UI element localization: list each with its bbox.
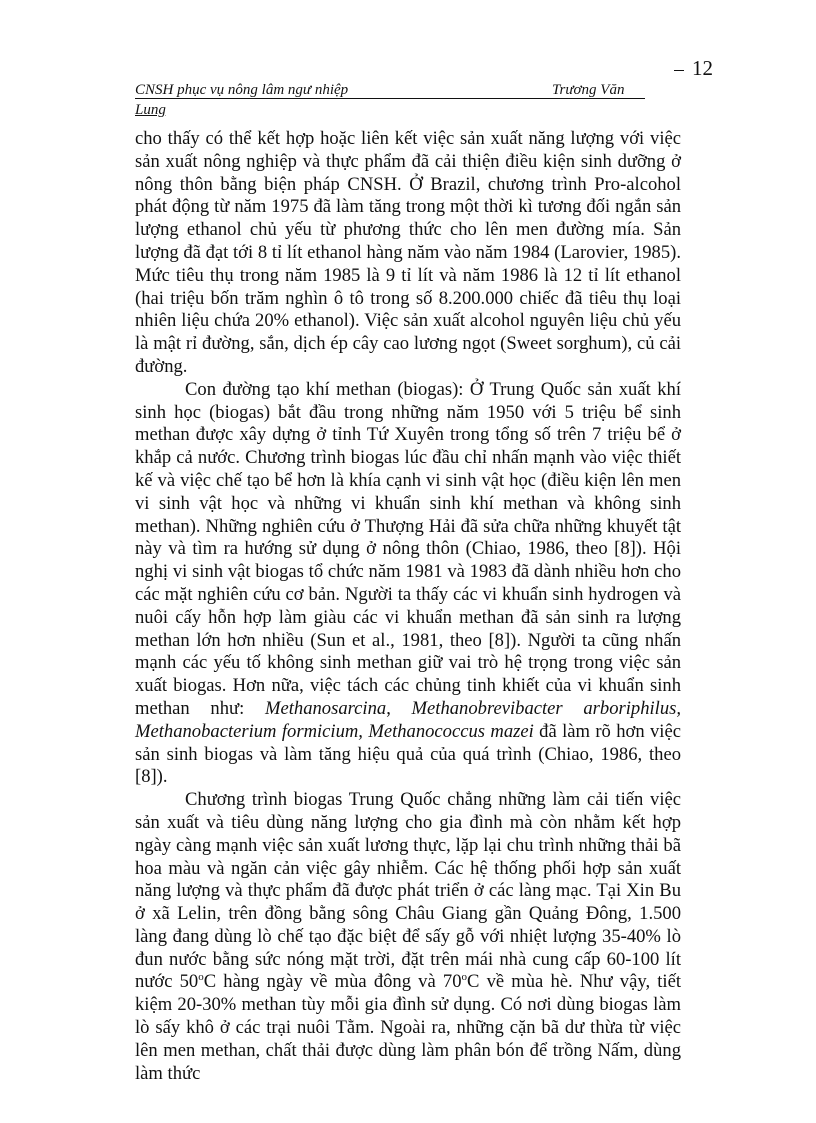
paragraph-2: Con đường tạo khí methan (biogas): Ở Trung Quốc sản xuất khí sinh học (biogas) bắt đầu trong những năm 1950 với 5 triệu bể sinh methan được xây dựng ở tỉnh Tứ Xuyên trong tổng số trên 7 triệu bể ở khắp cả nước. Chương trình biogas lúc đầu chỉ nhấn mạnh vào việc thiết kế và việc chế tạo bể hơn là khía cạnh vi sinh vật học (điều kiện lên men vi sinh vật học và những vi khuẩn sinh khí methan và không sinh methan). Những nghiên cứu ở Thượng Hải đã sửa chữa những khuyết tật này và tìm ra hướng sử dụng ở nông thôn (Chiao, 1986, theo [8]). Hội nghị vi sinh vật biogas tổ chức năm 1981 và 1983 đã dành nhiều hơn cho các mặt nghiên cứu cơ bản. Người ta thấy các vi khuẩn sinh hydrogen và nuôi cấy hỗn hợp làm giàu các vi khuẩn methan đã sản sinh ra lượng methan lớn hơn nhiều (Sun et al., 1981, theo [8]). Người ta cũng nhấn mạnh các yếu tố không sinh methan giữ vai trò hệ trọng trong việc sản xuất biogas. Hơn nữa, việc tách các chủng tinh khiết của vi khuẩn sinh methan như: Methanosarcina, Methanobrevibacter arboriphilus, Methanobacterium formicium, Methanococcus mazei đã làm rõ hơn việc sản sinh biogas và làm tăng hiệu quả của quá trình (Chiao, 1986, theo [8]).: [135, 378, 681, 788]
header-author: Trương Văn: [552, 82, 625, 98]
species-list: Methanobrevibacter arboriphilus, Methanobacterium formicium, Methanococcus mazei: [135, 697, 681, 742]
page-number: 12: [674, 56, 713, 81]
paragraph-3: Chương trình biogas Trung Quốc chẳng những làm cải tiến việc sản xuất và tiêu dùng năng lượng cho gia đình mà còn nhằm kết hợp ngày càng mạnh việc sản xuất lương thực, lặp lại chu trình những thải bã hoa màu và ngăn cản việc gây nhiễm. Các hệ thống phối hợp sản xuất năng lượng và thực phẩm đã được phát triển ở các làng mạc. Tại Xin Bu ở xã Lelin, trên đồng bằng sông Châu Giang gần Quảng Đông, 1.500 làng đang dùng lò chế tạo đặc biệt để sấy gỗ với nhiệt lượng 35-40% lò đun nước bằng sức nóng mặt trời, đặt trên mái nhà cung cấp 60-100 lít nước 50$^o$C hàng ngày về mùa đông và 70$^o$C về mùa hè. Như vậy, tiết kiệm 20-30% methan tùy mỗi gia đình sử dụng. Có nơi dùng biogas làm lò sấy khô ở các trại nuôi Tằm. Ngoài ra, những cặn bã dư thừa từ việc lên men methan, chất thải được dùng làm phân bón để trồng Nấm, dùng làm thức: [135, 789, 682, 1084]
header-author-continuation: Lung: [135, 102, 166, 118]
header-title: CNSH phục vụ nông lâm ngư nhiệp: [135, 82, 349, 98]
body-text: [135, 128, 681, 1085]
species-methanosarcina: Methanosarcina: [265, 697, 387, 719]
paragraph-1: cho thấy có thể kết hợp hoặc liên kết việc sản xuất năng lượng với việc sản xuất nông nghiệp và thực phẩm đã cải thiện điều kiện sinh dưỡng ở nông thôn bằng biện pháp CNSH. Ở Brazil, chương trình Pro-alcohol phát động từ năm 1975 đã làm tăng trong một thời kì tương đối ngắn sản lượng ethanol chủ yếu từ phương thức cho lên men đường mía. Sản lượng đã đạt tới 8 tỉ lít ethanol hàng năm vào năm 1984 (Larovier, 1985). Mức tiêu thụ trong năm 1985 là 9 tỉ lít và năm 1986 là 12 tỉ lít ethanol (hai triệu bốn trăm nghìn ô tô trong số 8.200.000 chiếc đã tiêu thụ loại nhiên liệu chứa 20% ethanol). Việc sản xuất alcohol nguyên liệu chủ yếu là mật rỉ đường, sắn, dịch ép cây cao lương ngọt (Sweet sorghum), củ cải đường.: [135, 128, 681, 377]
